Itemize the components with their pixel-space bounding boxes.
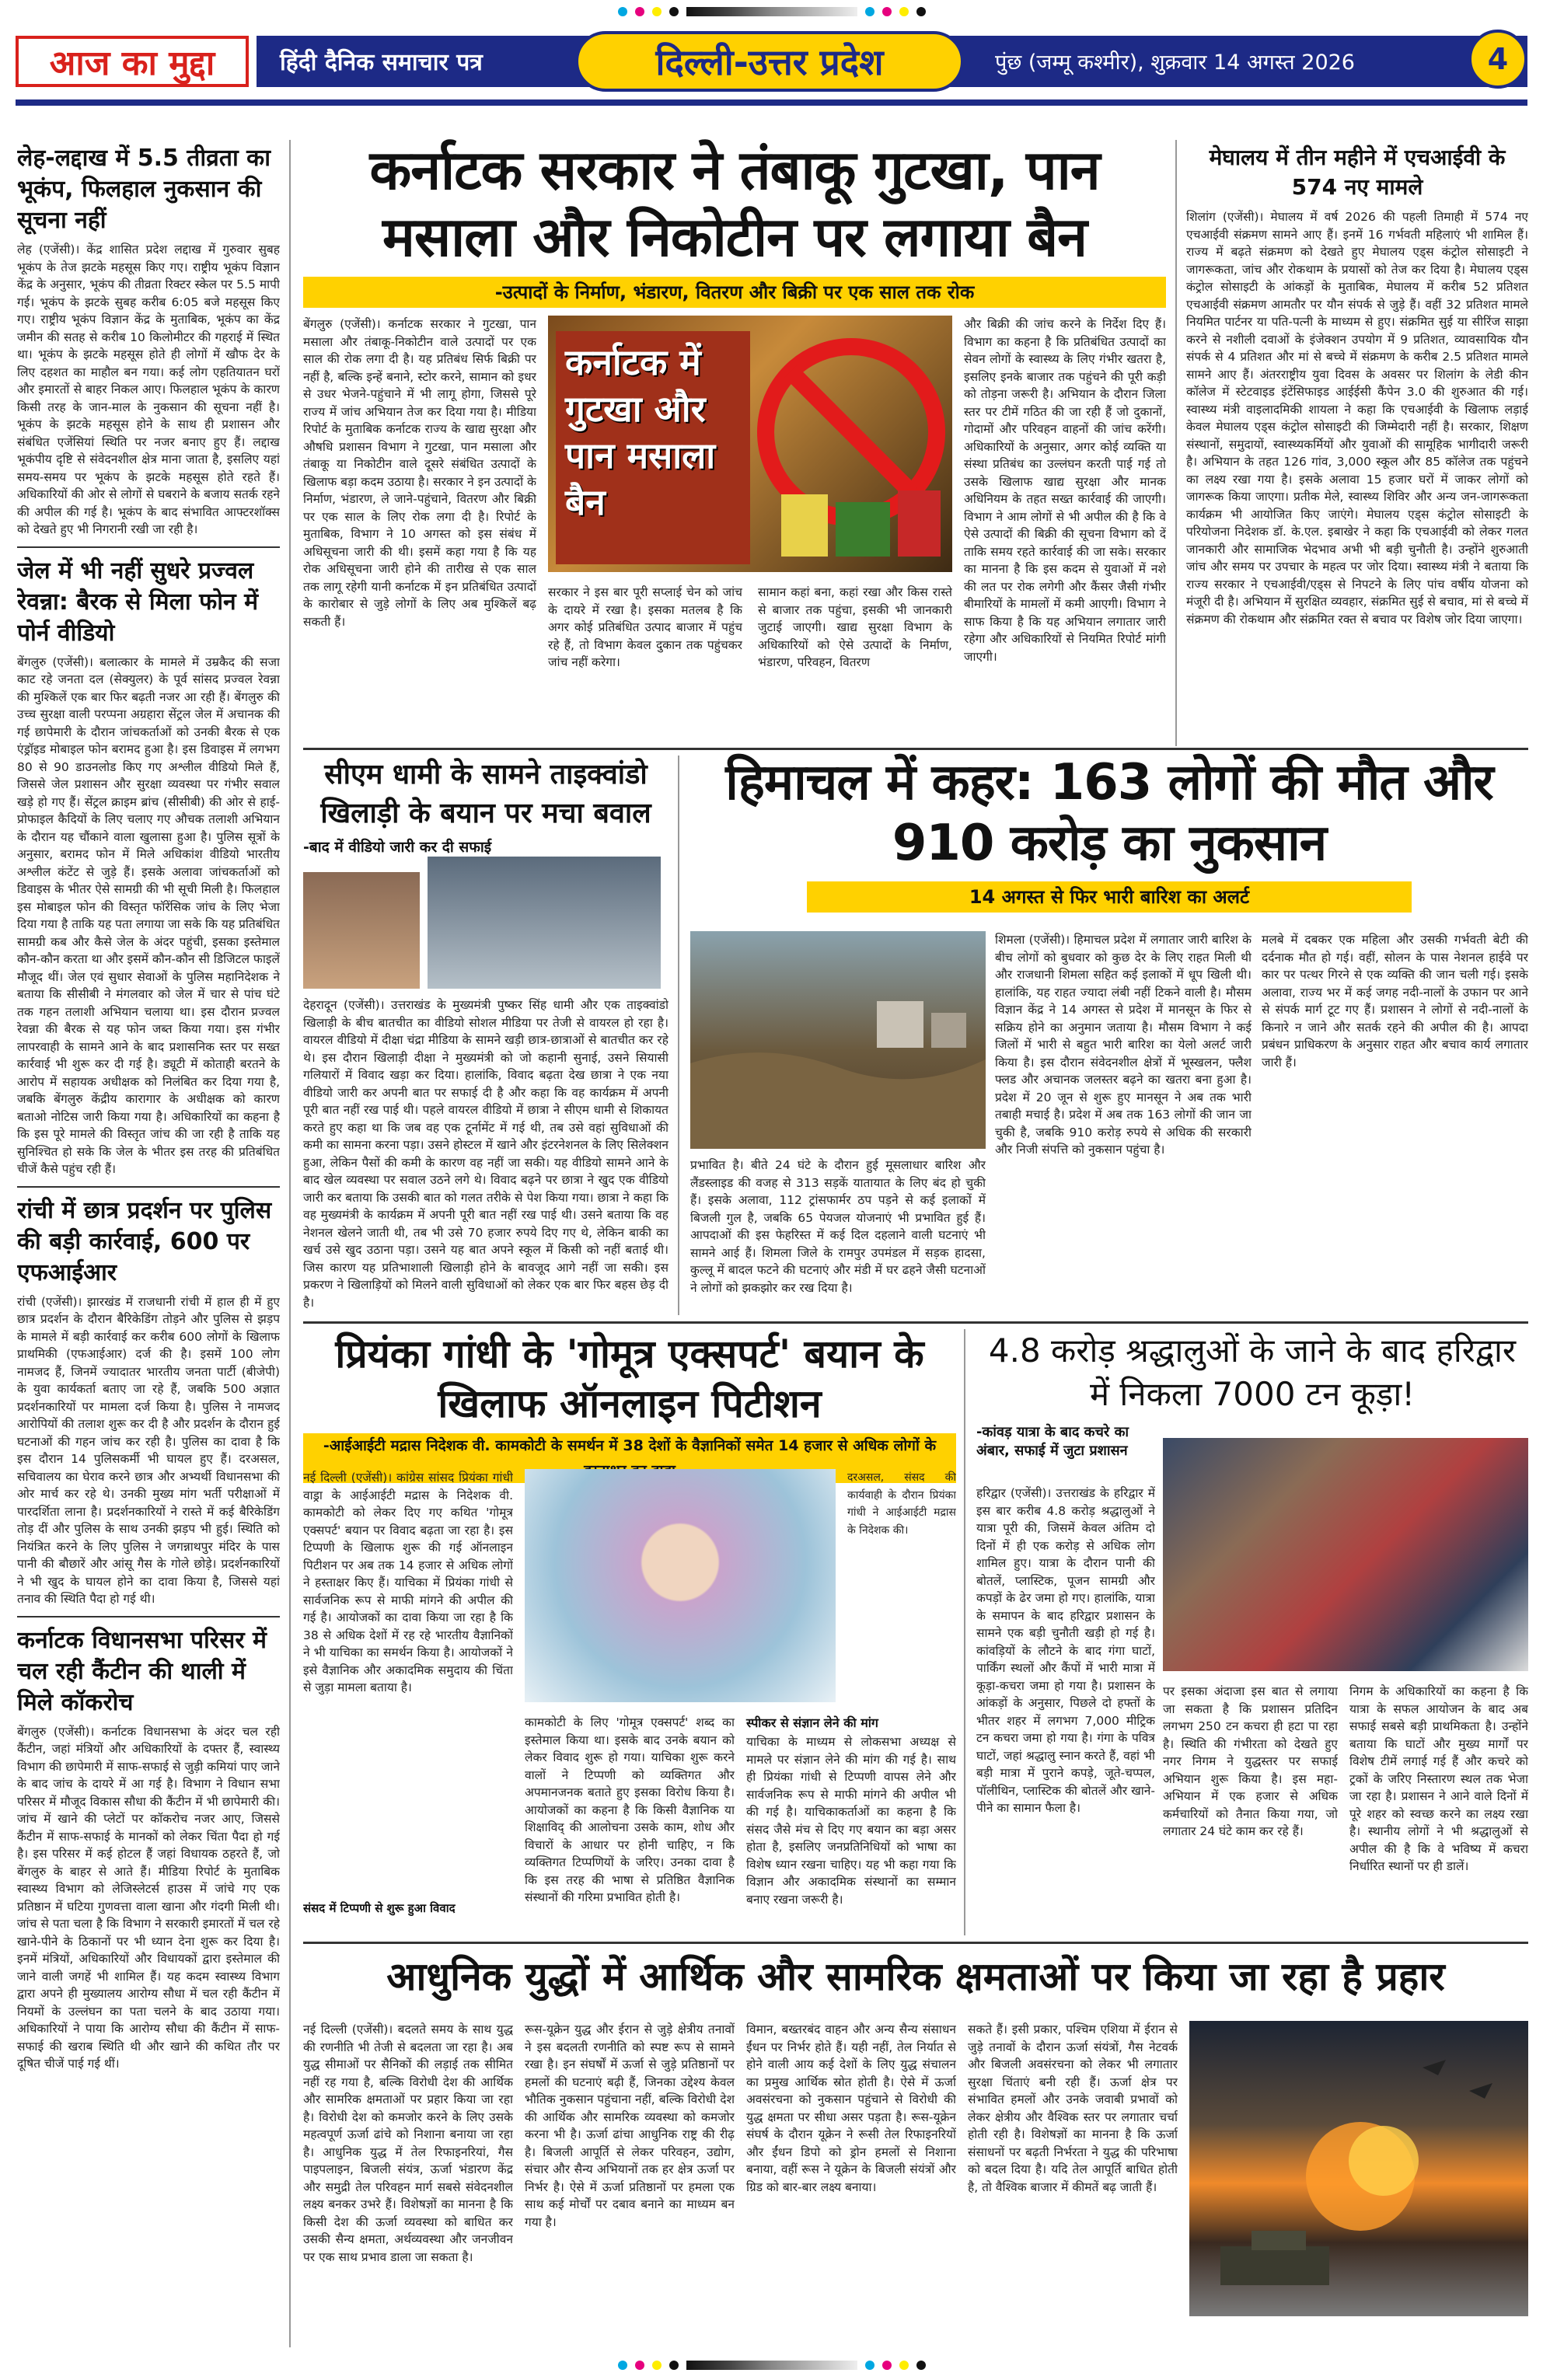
priyanka-headline: प्रियंका गांधी के 'गोमूत्र एक्सपर्ट' बयान के खिलाफ ऑनलाइन पिटीशन (335, 1331, 924, 1426)
left-story3-body: रांची (एजेंसी)। झारखंड में राजधानी रांची में हाल ही में हुए छात्र प्रदर्शन के दौरान बैरिकेडिंग तोड़ने और पुलिस से झड़प के मामले में बड़ी कार्रवाई कर करीब 600 लोगों के खिलाफ प्राथमिकी (एफआईआर) दर्ज की है। इसमें 100 लोग नामजद हैं, जिनमें ज्यादातर भारतीय जनता पार्टी (बीजेपी) के युवा कार्यकर्ता बताए जा रहे हैं, जबकि 500 अज्ञात प्रदर्शनकारियों पर मामला दर्ज किया है। पुलिस ने नामजद आरोपियों की तलाश शुरू कर दी है और प्रदर्शन के दौरान हुई घटनाओं की गहन जांच कर रही है। पुलिस का दावा है कि इस दौरान 14 पुलिसकर्मी भी घायल हुए हैं। दरअसल, सचिवालय का घेराव करने छात्र और अभ्यर्थी विधानसभा की ओर मार्च कर रहे थे। उनकी मुख्य मांग भर्ती परीक्षाओं में पारदर्शिता लाना है। प्रदर्शनकारियों ने रास्ते में कई बैरिकेडिंग तोड़ दीं और पुलिस के साथ उनकी झड़प भी हुई। स्थिति को नियंत्रित करने के लिए पुलिस ने जगन्नाथपुर मंदिर के पास पानी की बौछारें और आंसू गैस के गोले छोड़े। प्रदर्शनकारियों ने भी खुद के घायल होने का दावा किया है, जिससे यहां तनाव की स्थिति पैदा हो गई थी। (17, 1294, 280, 1606)
divider (17, 1186, 280, 1188)
divider (303, 1321, 1528, 1324)
haridwar-kicker: -कांवड़ यात्रा के बाद कचरे का अंबार, सफाई में जुटा प्रशासन (976, 1424, 1129, 1459)
magenta-dot (635, 2361, 644, 2370)
dhami-body: देहरादून (एजेंसी)। उत्तराखंड के मुख्यमंत्री पुष्कर सिंह धामी और एक ताइक्वांडो खिलाड़ी के बीच बातचीत का वीडियो सोशल मीडिया पर तेजी से वायरल हो रहा है। वायरल वीडियो में दीक्षा चंद्रा मीडिया के सामने खड़ी छात्र-छात्राओं से बातचीत कर रहे थे। इस दौरान खिलाड़ी दीक्षा ने मुख्यमंत्री को जो कहानी सुनाई, उसने सियासी गलियारों में विवाद खड़ा कर दिया। हालांकि, विवाद बढ़ता देख छात्रा ने एक नया वीडियो जारी कर अपनी बात पर सफाई दी है और कहा कि वह कार्यक्रम में अपनी पूरी बात नहीं रख पाई थी। पहले वायरल वीडियो में छात्रा ने सीएम धामी से शिकायत करते हुए कहा था कि जब वह एक टूर्नामेंट में गई थी, तब उसे वहां सुविधाओं की कमी का सामना करना पड़ा। उसने होस्टल में खाने और इंटरनेशनल के लिए सिलेक्शन हुआ, लेकिन पैसों की कमी के कारण वह नहीं जा सकी। यह वीडियो सामने आने के बाद खेल व्यवस्था पर सवाल उठने लगे थे। विवाद बढ़ने पर छात्रा ने खुद एक वीडियो जारी कर बताया कि उसकी बात को गलत तरीके से पेश किया गया। छात्रा ने कहा कि वह मुख्यमंत्री के कार्यक्रम में अपनी पूरी बात नहीं रख पाई थी। उसने बताया कि वह नेशनल खेलने जाती थी, तब भी उसे 70 हजार रुपये दिए गए थे, लेकिन बाकी का खर्च उसे खुद उठाना पड़ा। उसने यह बात अपने स्कूल में किसी को नहीं बताई थी। जिस कारण यह प्रतिभाशाली खिलाड़ी होने के बावजूद आगे नहीं जा सकी। इस प्रकरण ने खिलाड़ियों को मिलने वाली सुविधाओं को लेकर एक बार फिर बहस छेड़ दी है। (303, 998, 669, 1310)
column-rule (678, 756, 679, 1315)
himachal-story (690, 752, 1528, 1315)
divider (17, 1616, 280, 1617)
column-rule (1175, 140, 1177, 746)
himachal-col2: प्रभावित है। बीते 24 घंटे के दौरान हुई मूसलाधार बारिश और लैंडस्लाइड की वजह से 313 सड़कें यातायात के लिए बंद हो चुकी हैं। इसके अलावा, 112 ट्रांसफार्मर ठप पड़ने से कई इलाकों में बिजली गुल है, जबकि 65 पेयजल योजनाएं भी प्रभावित हुई हैं। आपदाओं की इस फेहरिस्त में कई दिल दहलाने वाली घटनाएं भी सामने आई हैं। शिमला जिले के रामपुर उपमंडल में सड़क हादसा, कुल्लू में बादल फटने की घटनाएं और मंडी में घर ढहने जैसी घटनाओं ने लोगों को झकझोर कर रख दिया है। (690, 1158, 986, 1295)
left-story1-body: लेह (एजेंसी)। केंद्र शासित प्रदेश लद्दाख में गुरुवार सुबह भूकंप के तेज झटके महसूस किए गए। राष्ट्रीय भूकंप विज्ञान केंद्र के अनुसार, भूकंप की तीव्रता रिक्टर स्केल पर 5.5 मापी गई। भूकंप के झटके सुबह करीब 6:05 बजे महसूस किए गए। राष्ट्रीय भूकंप विज्ञान केंद्र के मुताबिक, भूकंप का केंद्र जमीन की सतह से करीब 10 किलोमीटर की गहराई में स्थित था। भूकंप के झटके महसूस होते ही लोगों में खौफ देर के लिए दहशत का माहौल बन गया। कई लोग एहतियातन घरों और इमारतों से बाहर निकल आए। फिलहाल भूकंप के कारण किसी तरह के जान-माल के नुकसान की सूचना नहीं है। भूकंप के झटके महसूस होने के साथ ही प्रशासन और संबंधित एजेंसियां स्थिति पर नजर बनाए हुए हैं। लद्दाख भूकंपीय दृष्टि से संवेदनशील क्षेत्र माना जाता है, इसलिए यहां समय-समय पर भूकंप के झटके महसूस होते रहते हैं। अधिकारियों की ओर से लोगों से घबराने के बजाय सतर्क रहने की अपील की गई है। भूकंप के बाद संभावित आफ्टरशॉक्स को देखते हुए भी निगरानी रखी जा रही है। (17, 243, 280, 536)
priyanka-col1: नई दिल्ली (एजेंसी)। कांग्रेस सांसद प्रियंका गांधी वाड्रा के आईआईटी मद्रास के निदेशक वी. कामकोटी को लेकर दिए गए कथित 'गोमूत्र एक्सपर्ट' बयान पर विवाद बढ़ता जा रहा है। इस टिप्पणी के खिलाफ शुरू की गई ऑनलाइन पिटीशन पर अब तक 14 हजार से अधिक लोगों ने हस्ताक्षर किए हैं। याचिका में प्रियंका गांधी से सार्वजनिक रूप से माफी मांगने की अपील की गई है। आयोजकों का दावा किया जा रहा है कि 38 से अधिक देशों में रह रहे भारतीय वैज्ञानिकों ने भी याचिका का समर्थन किया है। आयोजकों ने इसे वैज्ञानिक और अकादमिक समुदाय की चिंता से जुड़ा मामला बताया है। (303, 1471, 513, 1694)
masthead-rule (16, 99, 1527, 106)
dhami-photo-1 (303, 872, 420, 989)
priyanka-col2: कामकोटी के लिए 'गोमूत्र एक्सपर्ट' शब्द का इस्तेमाल किया था। इसके बाद उनके बयान को लेकर विवाद शुरू हो गया। याचिका शुरू करने वालों ने टिप्पणी को व्यक्तिगत और अपमानजनक बताते हुए इसका विरोध किया है। आयोजकों का कहना है कि किसी वैज्ञानिक या शिक्षाविद् की आलोचना उसके काम, शोध और विचारों के आधार पर होनी चाहिए, न कि व्यक्तिगत टिप्पणियों के जरिए। उनका दावा है कि इस तरह की भाषा से प्रतिष्ठित वैज्ञानिक संस्थानों की गरिमा प्रभावित होती है। (525, 1715, 735, 1904)
left-story1-headline: लेह-लद्दाख में 5.5 तीव्रता का भूकंप, फिलहाल नुकसान की सूचना नहीं (17, 145, 271, 234)
himachal-headline: हिमाचल में कहर: 163 लोगों की मौत और 910 करोड़ का नुकसान (725, 754, 1493, 872)
himachal-col1: शिमला (एजेंसी)। हिमाचल प्रदेश में लगातार जारी बारिश के बीच लोगों को बुधवार को कुछ देर के लिए राहत मिली थी और राजधानी शिमला सहित कई इलाकों में धूप खिली थी। हालांकि, यह राहत ज्यादा लंबी नहीं टिकने वाली है। मौसम विज्ञान केंद्र ने 14 अगस्त से प्रदेश में मानसून के फिर से सक्रिय होने का अनुमान जताया है। मौसम विभाग ने कई जिलों में भारी से बहुत भारी बारिश का येलो अलर्ट जारी किया है। इस दौरान संवेदनशील क्षेत्रों में भूस्खलन, फ्लैश फ्लड और अचानक जलस्तर बढ़ने का खतरा बना हुआ है। प्रदेश में 20 जून से शुरू हुए मानसून ने अब तक भारी तबाही मचाई है। प्रदेश में अब तक 163 लोगों की जान जा चुकी है, जबकि 910 करोड़ रुपये से अधिक की सरकारी और निजी संपत्ति को नुकसान पहुंचा है। (995, 933, 1252, 1157)
yellow-dot (652, 7, 662, 16)
yellow-dot (899, 7, 909, 16)
lead-story (303, 137, 1166, 743)
tagline: हिंदी दैनिक समाचार पत्र (280, 49, 483, 76)
cyan-dot (618, 2361, 627, 2370)
priyanka-story (303, 1329, 956, 1935)
right-headline: मेघालय में तीन महीने में एचआईवी के 574 नए मामले (1209, 145, 1506, 200)
left-story4-body: बेंगलुरु (एजेंसी)। कर्नाटक विधानसभा के अंदर चल रही कैंटीन, जहां मंत्रियों और अधिकारियों के दफ्तर हैं, स्वास्थ्य विभाग की छापेमारी में साफ-सफाई से जुड़ी कमियां पाए जाने के बाद जांच के दायरे में आ गई है। विभाग ने विधान सभा परिसर में मौजूद विकास सौधा की कैंटीन में भी छापेमारी की। जांच में खाने की प्लेटों पर कॉकरोच नजर आए, जिससे कैंटीन में साफ-सफाई के मानकों को लेकर चिंता पैदा हो गई है। इस परिसर में कई होटल हैं जहां विधायक ठहरते हैं, जो बेंगलुरु के बाहर से आते हैं। मीडिया रिपोर्ट के मुताबिक स्वास्थ्य विभाग को लेजिस्लेटर्स हाउस में जांचे गए एक प्रतिष्ठान में घटिया गुणवत्ता वाला खाना और गंदगी मिली थी। जांच से पता चला है कि विभाग ने सरकारी इमारतों में चल रहे खाने-पीने के ठिकानों पर भी ध्यान देना शुरू कर दिया है। इनमें मंत्रियों, अधिकारियों और विधायकों द्वारा इस्तेमाल की जाने वाली जगहें भी शामिल हैं। यह कदम स्वास्थ्य विभाग द्वारा अपने ही मुख्यालय आरोग्य सौधा में चल रही कैंटीन में नियमों के उल्लंघन का पता चलने के बाद उठाया गया। अधिकारियों ने पाया कि आरोग्य सौधा की कैंटीन में साफ-सफाई की खराब स्थिति थी और खाने की कथित तौर पर दूषित चीजें पाई गई थीं। (17, 1724, 280, 2071)
bottom-story (303, 1951, 1528, 2324)
dhami-story (303, 756, 669, 1315)
dateline: पुंछ (जम्मू कश्मीर), शुक्रवार 14 अगस्त 2026 (995, 51, 1355, 75)
priyanka-col3: याचिका के माध्यम से लोकसभा अध्यक्ष से मामले पर संज्ञान लेने की मांग की गई है। साथ ही प्रियंका गांधी से टिप्पणी वापस लेने और सार्वजनिक रूप से माफी मांगने की अपील भी की गई है। याचिकाकर्ताओं का कहना है कि संसद जैसे मंच से दिए गए बयान का बड़ा असर होता है, इसलिए जनप्रतिनिधियों को भाषा का विशेष ध्यान रखना चाहिए। यह भी कहा गया कि विज्ञान और अकादमिक संस्थानों का सम्मान बनाए रखना जरूरी है। (746, 1735, 956, 1907)
registration-bar-bottom (0, 2357, 1543, 2374)
haridwar-col1: हरिद्वार (एजेंसी)। उत्तराखंड के हरिद्वार में इस बार करीब 4.8 करोड़ श्रद्धालुओं ने यात्रा पूरी की, जिसमें केवल अंतिम दो दिनों में ही एक करोड़ से अधिक लोग शामिल हुए। यात्रा के दौरान पानी की बोतलें, प्लास्टिक, पूजन सामग्री और कपड़ों के ढेर जमा हो गए। हालांकि, यात्रा के समापन के बाद हरिद्वार प्रशासन के सामने एक बड़ी चुनौती खड़ी हो गई है। कांवड़ियों के लौटने के बाद गंगा घाटों, पार्किंग स्थलों और कैंपों में भारी मात्रा में कूड़ा-कचरा जमा हो गया है। प्रशासन के आंकड़ों के अनुसार, पिछले दो हफ्तों के भीतर शहर में लगभग 7,000 मीट्रिक टन कचरा जमा हो गया है। गंगा के पवित्र घाटों, जहां श्रद्धालु स्नान करते हैं, वहां भी बड़ी मात्रा में पुराने कपड़े, जूते-चप्पल, पॉलीथिन, प्लास्टिक की बोतलें और खाने-पीने का सामान फैला है। (976, 1486, 1155, 1815)
lead-col2: सरकार ने इस बार पूरी सप्लाई चेन को जांच के दायरे में रखा है। इसका मतलब है कि अगर कोई प्रतिबंधित उत्पाद बाजार में पहुंच रहे हैं, तो विभाग केवल दुकान तक पहुंचकर जांच नहीं करेगा। (548, 585, 742, 669)
explosion-scene-icon (1189, 2021, 1528, 2316)
cyan-dot (618, 7, 627, 16)
registration-bar-top (0, 3, 1543, 20)
masthead (16, 22, 1527, 112)
brand-logo: आज का मुद्दा (16, 36, 249, 87)
bottom-headline: आधुनिक युद्धों में आर्थिक और सामरिक क्षमताओं पर किया जा रहा है प्रहार (386, 1954, 1445, 1999)
haridwar-col3: निगम के अधिकारियों का कहना है कि यात्रा के सफल आयोजन के बाद अब सफाई सबसे बड़ी प्राथमिकता है। उन्होंने बताया कि घाटों और मुख्य मार्गों पर विशेष टीमें लगाई गई हैं और कचरे को ट्रकों के जरिए निस्तारण स्थल तक भेजा जा रहा है। प्रशासन ने आने वाले दिनों में पूरे शहर को स्वच्छ करने का लक्ष्य रखा है। स्थानीय लोगों ने भी श्रद्धालुओं से अपील की है कि वे भविष्य में कचरा निर्धारित स्थानों पर ही डालें। (1349, 1684, 1528, 1873)
haridwar-col2: पर इसका अंदाजा इस बात से लगाया जा सकता है कि प्रशासन प्रतिदिन लगभग 250 टन कचरा ही हटा पा रहा है। स्थिति की गंभीरता को देखते हुए नगर निगम ने युद्धस्तर पर सफाई अभियान शुरू किया है। इस महा-अभियान में एक हजार से अधिक कर्मचारियों को तैनात किया गया, जो लगातार 24 घंटे काम कर रहे हैं। (1163, 1684, 1338, 1838)
priyanka-subhead: संसद में टिप्पणी से शुरू हुआ विवाद (303, 1901, 456, 1915)
lead-col4: और बिक्री की जांच करने के निर्देश दिए हैं। विभाग का कहना है कि प्रतिबंधित उत्पादों का सेवन लोगों के स्वास्थ्य के लिए गंभीर खतरा है, इसलिए इनके बाजार तक पहुंचने की पूरी कड़ी को तोड़ना जरूरी है। अभियान के दौरान जिला स्तर पर टीमें गठित की जा रही हैं जो दुकानों, गोदामों और परिवहन वाहनों की जांच करेंगी। अधिकारियों के अनुसार, अगर कोई व्यक्ति या संस्था प्रतिबंध का उल्लंघन करती पाई गई तो उसके खिलाफ खाद्य सुरक्षा और मानक अधिनियम के तहत सख्त कार्रवाई की जाएगी। विभाग ने आम लोगों से भी अपील की है कि वे ऐसे उत्पादों की बिक्री की सूचना विभाग को दें ताकि समय रहते कार्रवाई की जा सके। सरकार का मानना है कि इस कदम से युवाओं में नशे की लत पर रोक लगेगी और कैंसर जैसी गंभीर बीमारियों के मामलों में कमी आएगी। विभाग ने साफ किया है कि यह अभियान लगातार जारी रहेगा और अधिकारियों से नियमित रिपोर्ट मांगी जाएगी। (964, 317, 1166, 664)
dhami-headline: सीएम धामी के सामने ताइक्वांडो खिलाड़ी के बयान पर मचा बवाल (320, 759, 651, 829)
black-dot (916, 7, 926, 16)
flood-scene-icon (690, 931, 986, 1149)
dhami-kicker: -बाद में वीडियो जारी कर दी सफाई (303, 839, 492, 856)
lead-col1: बेंगलुरु (एजेंसी)। कर्नाटक सरकार ने गुटखा, पान मसाला और तंबाकू-निकोटीन वाले उत्पादों पर एक साल की रोक लगा दी है। यह प्रतिबंध सिर्फ बिक्री पर नहीं है, बल्कि इन्हें बनाने, स्टोर करने, सामान को इधर से उधर भेजने-पहुंचाने में भी लागू होगा, जिससे पूरे राज्य में जांच अभियान तेज कर दिया गया है। मीडिया रिपोर्ट के मुताबिक कर्नाटक राज्य के खाद्य सुरक्षा और औषधि प्रशासन विभाग ने गुटखा, पान मसाला और तंबाकू या निकोटीन वाले दूसरे संबंधित उत्पादों के खिलाफ बड़ा कदम उठाया है। सरकार ने इन उत्पादों के निर्माण, भंडारण, ले जाने-पहुंचाने, वितरण और बिक्री पर एक साल के लिए रोक लगा दी है। रिपोर्ट के मुताबिक, विभाग ने 10 अगस्त को इस संबंध में अधिसूचना जारी की थी। इसमें कहा गया है कि यह रोक अधिसूचना जारी होने की तारीख से एक साल तक लागू रहेगी यानी कर्नाटक में इन प्रतिबंधित उत्पादों के कारोबार से जुड़े लोगों के लिए अब मुश्किलें बढ़ सकती हैं। (303, 317, 536, 629)
himachal-col3: मलबे में दबकर एक महिला और उसकी गर्भवती बेटी की दर्दनाक मौत हो गई। वहीं, सोलन के पास नेशनल हाईवे पर कार पर पत्थर गिरने से एक व्यक्ति की जान चली गई। इसके अलावा, राज्य भर में कई जगह नदी-नालों के उफान पर आने से संपर्क मार्ग टूट गए हैं। प्रशासन ने लोगों से नदी-नालों के किनारे न जाने और सतर्क रहने की अपील की है। आपदा प्रबंधन प्राधिकरण के अनुसार राहत और बचाव कार्य लगातार जारी हैं। (1262, 933, 1528, 1070)
lead-headline: कर्नाटक सरकार ने तंबाकू गुटखा, पान मसाला और निकोटीन पर लगाया बैन (369, 138, 1100, 269)
page-number: 4 (1468, 30, 1527, 89)
priyanka-col1b: दरअसल, संसद की कार्यवाही के दौरान प्रियंका गांधी ने आईआईटी मद्रास के निदेशक की। (847, 1471, 956, 1537)
black-dot (669, 7, 679, 16)
divider (303, 1942, 1528, 1944)
garbage-photo (1163, 1438, 1528, 1671)
dhami-photo-2 (428, 857, 661, 989)
yellow-dot (652, 2361, 662, 2370)
column-rule (964, 1329, 965, 1935)
war-photo (1189, 2021, 1528, 2316)
priyanka-subhead2: स्पीकर से संज्ञान लेने की मांग (746, 1715, 878, 1730)
haridwar-story (976, 1329, 1528, 1935)
gray-scale-strip (686, 7, 857, 16)
right-body: शिलांग (एजेंसी)। मेघालय में वर्ष 2026 की पहली तिमाही में 574 नए एचआईवी संक्रमण सामने आए हैं। इनमें 16 गर्भवती महिलाएं भी शामिल हैं। राज्य में बढ़ते संक्रमण को देखते हुए मेघालय एड्स कंट्रोल सोसाइटी ने जागरूकता, जांच और रोकथाम के प्रयासों को तेज कर दिया है। मेघालय एड्स कंट्रोल सोसाइटी के आंकड़ों के मुताबिक, मेघालय में करीब 52 प्रतिशत एचआईवी संक्रमण आमतौर पर यौन संपर्क से जुड़े हैं। वहीं 32 प्रतिशत मामले नियमित पार्टनर या पति-पत्नी के माध्यम से हुए। संक्रमित सुई या सीरिंज साझा करने से नशीली दवाओं के इंजेक्शन उपयोग में 9 प्रतिशत, व्यावसायिक यौन संपर्क से 4 प्रतिशत और मां से बच्चे में संक्रमण के करीब 2.5 प्रतिशत मामले सामने आए हैं। अंतरराष्ट्रीय युवा दिवस के अवसर पर शिलांग के लेडी कीन कॉलेज में स्टेटवाइड इंटेंसिफाइड आईईसी कैंपेन 3.0 की शुरुआत की गई। स्वास्थ्य मंत्री वाइलादमिकी शायला ने कहा कि एचआईवी के खिलाफ लड़ाई केवल मेघालय एड्स कंट्रोल सोसाइटी की जिम्मेदारी नहीं है। सरकार, शिक्षण संस्थानों, समुदायों, स्वास्थ्यकर्मियों और युवाओं की सामूहिक भागीदारी जरूरी है। अभियान के तहत 126 गांव, 3,000 स्कूल और 85 कॉलेज तक पहुंचने का लक्ष्य रखा गया है। इसके अलावा 15 हजार घरों में जाकर लोगों को जागरूक किया जाएगा। प्रतीक मेले, स्वास्थ्य शिविर और अन्य जन-जागरूकता कार्यक्रम भी आयोजित किए जाएंगे। मेघालय एड्स कंट्रोल सोसाइटी के परियोजना निदेशक डॉ. के.एल. इबाखेर ने कहा कि एचआईवी को लेकर गलत जानकारी और सामाजिक भेदभाव अभी भी बड़ी चुनौती है। उन्होंने शुरुआती जांच और समय पर उपचार के महत्व पर जोर दिया। स्वास्थ्य मंत्री ने बताया कि राज्य सरकार ने एचआईवी/एड्स से निपटने के लिए पांच वर्षीय योजना को मंजूरी दी है। अभियान में सुरक्षित व्यवहार, संक्रमित सुई से बचाव, मां से बच्चे में संक्रमण की रोकथाम और संक्रमित रक्त से बचाव पर विशेष जोर दिया जाएगा। (1186, 210, 1528, 626)
bottom-col1: नई दिल्ली (एजेंसी)। बदलते समय के साथ युद्ध की रणनीति भी तेजी से बदलता जा रहा है। अब युद्ध सीमाओं पर सैनिकों की लड़ाई तक सीमित नहीं रह गया है, बल्कि विरोधी देश की आर्थिक और सामरिक क्षमताओं पर प्रहार किया जा रहा है। विरोधी देश को कमजोर करने के लिए उसके महत्वपूर्ण ऊर्जा ढांचे को निशाना बनाया जा रहा है। आधुनिक युद्ध में तेल रिफाइनरियां, गैस पाइपलाइन, बिजली संयंत्र, ऊर्जा भंडारण केंद्र और समुद्री तेल परिवहन मार्ग सबसे संवेदनशील लक्ष्य बनकर उभरे हैं। विशेषज्ञों का मानना है कि किसी देश की ऊर्जा व्यवस्था को बाधित कर उसकी सैन्य क्षमता, अर्थव्यवस्था और जनजीवन पर एक साथ प्रभाव डाला जा सकता है। (303, 2022, 513, 2264)
divider (303, 748, 1528, 750)
left-story2-body: बेंगलुरु (एजेंसी)। बलात्कार के मामले में उम्रकैद की सजा काट रहे जनता दल (सेक्युलर) के पूर्व सांसद प्रज्वल रेवन्ना की मुश्किलें एक बार फिर बढ़ती नजर आ रही हैं। बेंगलुरु की उच्च सुरक्षा वाली परप्पना अग्रहारा सेंट्रल जेल में अचानक की गई छापेमारी के दौरान जांचकर्ताओं को उनकी बैरक से एक एंड्रॉइड मोबाइल फोन बरामद हुआ है। इस डिवाइस में लगभग 80 से 90 डाउनलोड किए गए अश्लील वीडियो मिले हैं, जिससे जेल प्रशासन और सुरक्षा व्यवस्था पर गंभीर सवाल खड़े हो गए हैं। सेंट्रल क्राइम ब्रांच (सीसीबी) की ओर से हाई-प्रोफाइल कैदियों के लिए चलाए गए औचक तलाशी अभियान के दौरान यह चौंकाने वाला खुलासा हुआ है। पुलिस सूत्रों के अनुसार, बरामद फोन में मिले अधिकांश वीडियो भारतीय अश्लील कंटेंट से जुड़े हैं। इसके अलावा जांचकर्ताओं को डिवाइस के भीतर ऐसे सामग्री की भी सूची मिली है। फिलहाल इस मोबाइल फोन की विस्तृत फॉरेंसिक जांच के लिए भेजा दिया गया है ताकि यह पता लगाया जा सके कि यह प्रतिबंधित सामग्री कब और कैसे जेल के अंदर पहुंची, इसका इस्तेमाल कौन-कौन करता था और इसमें कौन-कौन सी डिजिटल फाइलें मौजूद थीं। जेल एवं सुधार सेवाओं के पुलिस महानिदेशक ने बताया कि सीसीबी ने मंगलवार को जेल में चार से पांच घंटे तक गहन तलाशी अभियान चलाया था। इस दौरान प्रज्वल रेवन्ना की बैरक से यह फोन जब्त किया गया। इस गंभीर लापरवाही के सामने आने के बाद प्रशासनिक स्तर पर सख्त कार्रवाई भी शुरू कर दी गई है। ड्यूटी में कोताही बरतने के आरोप में सहायक अधीक्षक को निलंबित कर दिया गया है, जबकि बेंगलुरु केंद्रीय कारागार के अधीक्षक को कारण बताओ नोटिस जारी किया गया है। अधिकारियों का कहना है कि इस पूरे मामले की विस्तृत जांच की जा रही है ताकि यह सुनिश्चित हो सके कि जेल के भीतर इस तरह की प्रतिबंधित चीजें कैसे पहुंच रही हैं। (17, 654, 280, 1176)
column-rule (289, 140, 291, 2347)
left-story4-headline: कर्नाटक विधानसभा परिसर में चल रही कैंटीन की थाली में मिले कॉकरोच (17, 1626, 267, 1716)
bottom-col3: विमान, बख्तरबंद वाहन और अन्य सैन्य संसाधन ईंधन पर निर्भर होते हैं। यही नहीं, तेल निर्यात से होने वाली आय कई देशों के लिए युद्ध संचालन का प्रमुख आर्थिक स्रोत होती है। ऐसे में ऊर्जा अवसंरचना को नुकसान पहुंचाने से विरोधी की युद्ध क्षमता पर सीधा असर पड़ता है। रूस-यूक्रेन संघर्ष के दौरान यूक्रेन ने रूसी तेल रिफाइनरियों और ईंधन डिपो को ड्रोन हमलों से निशाना बनाया, वहीं रूस ने यूक्रेन के बिजली संयंत्रों और ग्रिड को बार-बार लक्ष्य बनाया। (746, 2022, 956, 2194)
lead-photo (548, 316, 952, 572)
cyan-dot (865, 2361, 874, 2370)
left-story2-headline: जेल में भी नहीं सुधरे प्रज्वल रेवन्ना: बैरक से मिला फोन में पोर्न वीडियो (17, 557, 259, 647)
gray-scale-strip (686, 2361, 857, 2370)
left-column (17, 143, 280, 2319)
black-dot (916, 2361, 926, 2370)
flood-photo (690, 931, 986, 1149)
region-edition: दिल्ली-उत्तर प्रदेश (575, 31, 964, 92)
photo-caption-text: कर्नाटक में गुटखा और पान मसाला बैन (565, 341, 716, 523)
magenta-dot (882, 7, 892, 16)
himachal-deck: 14 अगस्त से फिर भारी बारिश का अलर्ट (807, 881, 1412, 913)
haridwar-headline: 4.8 करोड़ श्रद्धालुओं के जाने के बाद हरिद्वार में निकला 7000 टन कूड़ा! (988, 1331, 1517, 1413)
bottom-col4: सकते हैं। इसी प्रकार, पश्चिम एशिया में ईरान से जुड़े तनावों के दौरान ऊर्जा संयंत्रों, गैस नेटवर्क और बिजली अवसंरचना को लेकर भी लगातार सुरक्षा चिंताएं बनी रही हैं। ऊर्जा क्षेत्र पर संभावित हमलों और उनके जवाबी प्रभावों को लेकर क्षेत्रीय और वैश्विक स्तर पर लगातार चर्चा होती रही है। विशेषज्ञों का मानना है कि ऊर्जा संसाधनों पर बढ़ती निर्भरता ने युद्ध की परिभाषा को बदल दिया है। यदि तेल आपूर्ति बाधित होती है, तो वैश्विक बाजार में कीमतें बढ़ जाती हैं। (968, 2022, 1178, 2194)
lead-deck: -उत्पादों के निर्माण, भंडारण, वितरण और बिक्री पर एक साल तक रोक (303, 277, 1166, 308)
lead-col3: सामान कहां बना, कहां रखा और किस रास्ते से बाजार तक पहुंचा, इसकी भी जानकारी जुटाई जाएगी। खाद्य सुरक्षा विभाग के अधिकारियों को ऐसे उत्पादों के निर्माण, भंडारण, परिवहन, वितरण (758, 585, 952, 669)
divider (17, 546, 280, 548)
black-dot (669, 2361, 679, 2370)
priyanka-photo (525, 1469, 836, 1702)
magenta-dot (882, 2361, 892, 2370)
magenta-dot (635, 7, 644, 16)
cyan-dot (865, 7, 874, 16)
right-story (1186, 143, 1528, 742)
yellow-dot (899, 2361, 909, 2370)
bottom-col2: रूस-यूक्रेन युद्ध और ईरान से जुड़े क्षेत्रीय तनावों ने इस बदलती रणनीति को स्पष्ट रूप से सामने रखा है। इन संघर्षों में ऊर्जा से जुड़े प्रतिष्ठानों पर हमलों की घटनाएं बढ़ी हैं, जिनका उद्देश्य केवल भौतिक नुकसान पहुंचाना नहीं, बल्कि विरोधी देश की आर्थिक और सामरिक व्यवस्था को कमजोर करना भी है। ऊर्जा ढांचा आधुनिक राष्ट्र की रीढ़ है। बिजली आपूर्ति से लेकर परिवहन, उद्योग, संचार और सैन्य अभियानों तक हर क्षेत्र ऊर्जा पर निर्भर है। ऐसे में ऊर्जा प्रतिष्ठानों पर हमला एक साथ कई मोर्चों पर दबाव बनाने का माध्यम बन गया है। (525, 2022, 735, 2229)
left-story3-headline: रांची में छात्र प्रदर्शन पर पुलिस की बड़ी कार्रवाई, 600 पर एफआईआर (17, 1196, 272, 1286)
priyanka-deck: -आईआईटी मद्रास निदेशक वी. कामकोटी के समर्थन में 38 देशों के वैज्ञानिकों समेत 14 हजार से अधिक लोगों के (303, 1433, 956, 1483)
